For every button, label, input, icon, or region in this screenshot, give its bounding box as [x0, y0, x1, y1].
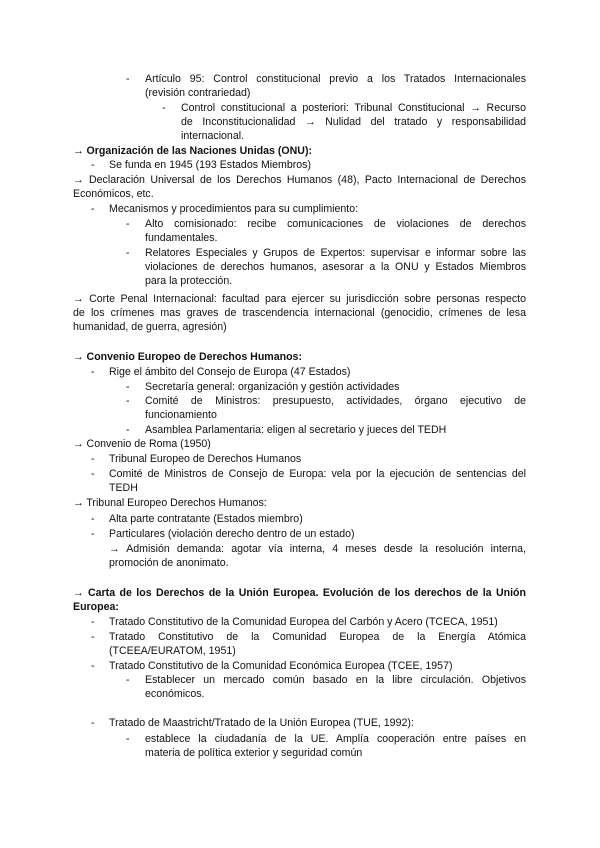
alta-parte: Alta parte contratante (Estados miembro) — [109, 513, 303, 525]
cedh-secretaria: Secretaría general: organización y gestión actividades — [145, 381, 400, 393]
ciudadania-line-1: establece la ciudadanía de la UE. Amplía cooperación entre países en — [145, 733, 526, 745]
bullet-dash: - — [126, 733, 130, 745]
relatores-line-1: Relatores Especiales y Grupos de Expertos: supervisar e informar sobre las — [145, 247, 526, 259]
mecanismos: Mecanismos y procedimientos para su cumplimiento: — [109, 203, 359, 215]
bullet-dash: - — [91, 468, 95, 480]
alto-comisionado-line-2: fundamentales. — [145, 232, 218, 244]
onu-heading: → Organización de las Naciones Unidas (ONU): — [73, 145, 312, 157]
admision-line-2: promoción de anonimato. — [109, 557, 229, 569]
cpi-line-2: de los crímenes mas graves de trascendencia internacional (genocidio, crímenes de lesa — [73, 307, 526, 319]
bullet-dash: - — [91, 616, 95, 628]
bullet-dash: - — [91, 513, 95, 525]
bullet-dash: - — [126, 381, 130, 393]
onu-founded: Se funda en 1945 (193 Estados Miembros) — [109, 159, 311, 171]
comite-ministros-line-2: TEDH — [109, 482, 138, 494]
tedh-heading: → Tribunal Europeo Derechos Humanos: — [73, 497, 267, 509]
cedh-comite-line-2: funcionamiento — [145, 409, 217, 421]
bullet-dash: - — [91, 631, 95, 643]
declaracion-line-1: → Declaración Universal de los Derechos Humanos (48), Pacto Internacional de Derechos — [73, 174, 526, 186]
tceea-line-1: Tratado Constitutivo de la Comunidad Europea de la Energía Atómica — [109, 631, 526, 643]
bullet-dash: - — [91, 453, 95, 465]
cedh-comite-line-1: Comité de Ministros: presupuesto, actividades, órgano ejecutivo de — [145, 395, 526, 407]
cedh-asamblea: Asamblea Parlamentaria: eligen al secretario y jueces del TEDH — [145, 424, 447, 436]
tceca: Tratado Constitutivo de la Comunidad Europea del Carbón y Acero (TCECA, 1951) — [109, 616, 498, 628]
bullet-dash: - — [91, 203, 95, 215]
bullet-dash: - — [126, 247, 130, 259]
maastricht: Tratado de Maastricht/Tratado de la Unión Europea (TUE, 1992): — [109, 717, 414, 729]
mercado-line-2: económicos. — [145, 688, 205, 700]
cpi-line-3: humanidad, de guerra, agresión) — [73, 321, 227, 333]
relatores-line-3: para la protección. — [145, 275, 233, 287]
bullet-dash: - — [162, 102, 166, 114]
mercado-line-1: Establecer un mercado común basado en la libre circulación. Objetivos — [145, 674, 526, 686]
tribunal-europeo: Tribunal Europeo de Derechos Humanos — [109, 453, 302, 465]
art95-sub-line-1: Control constitucional a posteriori: Tribunal Constitucional → Recurso — [181, 102, 526, 114]
bullet-dash: - — [126, 218, 130, 230]
declaracion-line-2: Económicos, etc. — [73, 188, 154, 200]
ciudadania-line-2: materia de política exterior y seguridad común — [145, 747, 363, 759]
cpi-line-1: → Corte Penal Internacional: facultad para ejercer su jurisdicción sobre personas respecto — [73, 293, 526, 305]
bullet-dash: - — [91, 717, 95, 729]
relatores-line-2: violaciones de derechos humanos, asesorar a la ONU y Estados Miembros — [145, 261, 526, 273]
bullet-dash: - — [126, 674, 130, 686]
comite-ministros-line-1: Comité de Ministros de Consejo de Europa: vela por la ejecución de sentencias del — [109, 468, 526, 480]
bullet-dash: - — [91, 159, 95, 171]
bullet-dash: - — [126, 395, 130, 407]
admision-line-1: → Admisión demanda: agotar vía interna, 4 meses desde la resolución interna, — [109, 543, 526, 555]
art95-sub-line-2: de Inconstitucionalidad → Nulidad del tratado y responsabilidad — [181, 116, 526, 128]
alto-comisionado-line-1: Alto comisionado: recibe comunicaciones de violaciones de derechos — [145, 218, 526, 230]
cedh-heading: → Convenio Europeo de Derechos Humanos: — [73, 351, 302, 363]
ue-heading-line-1: → Carta de los Derechos de la Unión Europea. Evolución de los derechos de la Unión — [73, 587, 526, 599]
particulares: Particulares (violación derecho dentro de un estado) — [109, 528, 355, 540]
tceea-line-2: (TCEEA/EURATOM, 1951) — [109, 645, 236, 657]
art95-sub-line-3: internacional. — [181, 130, 245, 142]
art95-line-1: Artículo 95: Control constitucional previo a los Tratados Internacionales — [145, 73, 526, 85]
bullet-dash: - — [126, 73, 130, 85]
bullet-dash: - — [91, 660, 95, 672]
convenio-roma: → Convenio de Roma (1950) — [73, 438, 211, 450]
tcee: Tratado Constitutivo de la Comunidad Económica Europea (TCEE, 1957) — [109, 660, 453, 672]
cedh-rige: Rige el ámbito del Consejo de Europa (47 Estados) — [109, 366, 351, 378]
bullet-dash: - — [91, 366, 95, 378]
ue-heading-line-2: Europea: — [73, 601, 119, 613]
bullet-dash: - — [126, 424, 130, 436]
art95-line-2: (revisión contrariedad) — [145, 87, 251, 99]
bullet-dash: - — [91, 528, 95, 540]
